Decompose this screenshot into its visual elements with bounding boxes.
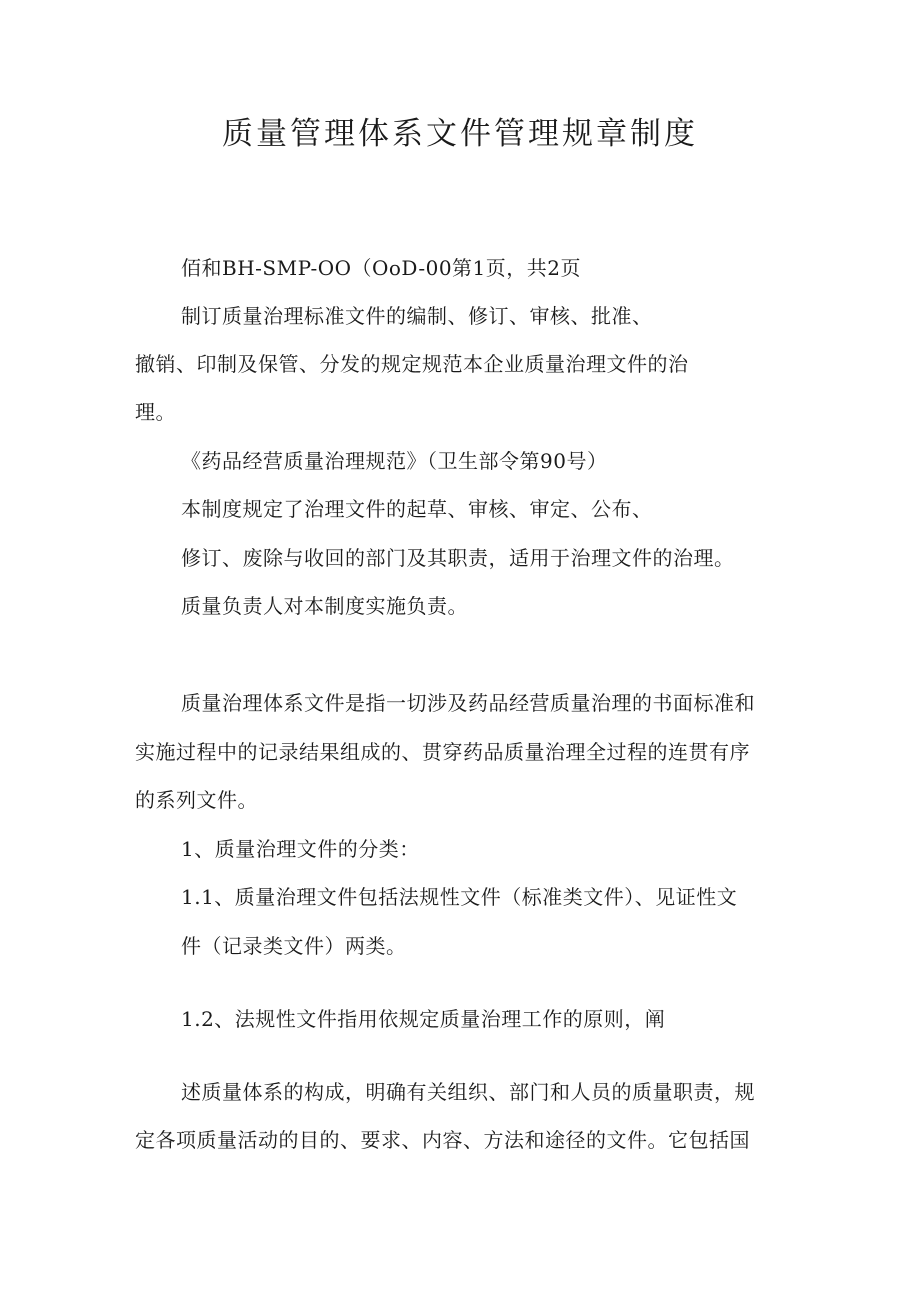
header-reference-line: 佰和BH-SMP-OO（OoD-00第1页，共2页 [181,256,581,280]
paragraph-line: 1.1、质量治理文件包括法规性文件（标准类文件）、见证性文 [181,885,738,909]
section-heading: 1、质量治理文件的分类： [181,837,420,861]
paragraph-line: 质量负责人对本制度实施负责。 [181,594,468,618]
paragraph-line: 撤销、印制及保管、分发的规定规范本企业质量治理文件的治 [135,352,689,376]
paragraph-line: 理。 [135,400,176,424]
paragraph-line: 述质量体系的构成，明确有关组织、部门和人员的质量职责，规 [181,1080,755,1104]
paragraph-line: 定各项质量活动的目的、要求、内容、方法和途径的文件。它包括国 [135,1128,750,1152]
paragraph-line: 本制度规定了治理文件的起草、审核、审定、公布、 [181,497,653,521]
paragraph-line: 的系列文件。 [135,788,258,812]
paragraph-line: 件（记录类文件）两类。 [181,934,407,958]
paragraph-line: 质量治理体系文件是指一切涉及药品经营质量治理的书面标准和 [181,691,755,715]
paragraph-line: 制订质量治理标准文件的编制、修订、审核、批准、 [181,304,653,328]
paragraph-line: 修订、废除与收回的部门及其职责，适用于治理文件的治理。 [181,546,735,570]
document-title: 质量管理体系文件管理规章制度 [222,116,698,152]
paragraph-line: 1.2、法规性文件指用依规定质量治理工作的原则，阐 [181,1007,666,1031]
paragraph-line: 《药品经营质量治理规范》（卫生部令第90号） [181,449,608,473]
paragraph-line: 实施过程中的记录结果组成的、贯穿药品质量治理全过程的连贯有序 [135,740,750,764]
